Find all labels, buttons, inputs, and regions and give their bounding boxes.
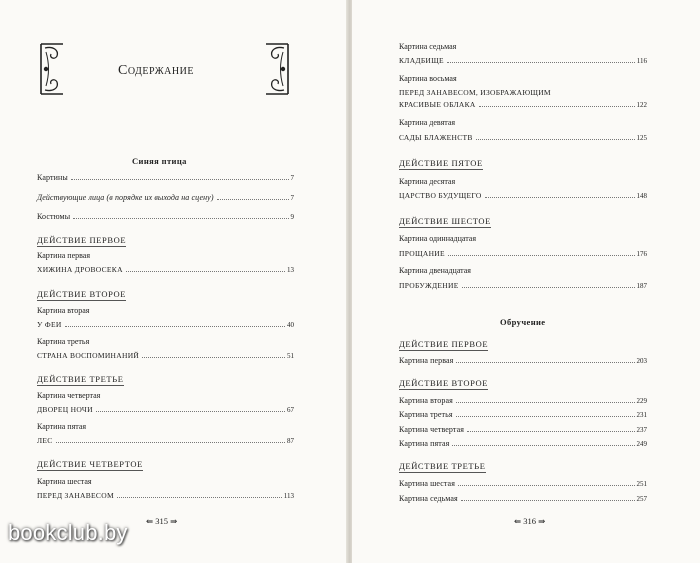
page-number: 9: [290, 213, 294, 221]
act-heading: ДЕЙСТВИЕ ВТОРОЕ: [37, 289, 127, 299]
scene-label: Картина четвертая: [399, 425, 465, 434]
scene-label: Картина шестая: [399, 479, 455, 488]
toc-entry[interactable]: [399, 356, 647, 365]
scene-title: У ФЕИ: [37, 320, 62, 329]
page-number: 249: [636, 440, 647, 448]
scene-title: КРАСИВЫЕ ОБЛАКА: [399, 100, 476, 109]
page-number: 125: [636, 134, 647, 142]
scene-title: ХИЖИНА ДРОВОСЕКА: [37, 265, 123, 274]
act-heading: ДЕЙСТВИЕ ПЕРВОЕ: [37, 235, 127, 245]
scene-label: Картина одиннадцатая: [399, 234, 477, 243]
page-number: 87: [287, 437, 294, 445]
toc-entry[interactable]: [399, 410, 647, 419]
page-number: 231: [636, 411, 647, 419]
act-heading: ДЕЙСТВИЕ ПЕРВОЕ: [399, 339, 489, 349]
page-folio: ⇚ 315 ⇛: [146, 516, 178, 526]
leader-dots: [456, 416, 635, 417]
page-number: 51: [287, 352, 294, 360]
scene-label: Картина пятая: [399, 439, 450, 448]
page-folio: ⇚ 316 ⇛: [514, 516, 546, 526]
leader-dots: [452, 445, 634, 446]
leader-dots: [476, 139, 635, 140]
entry-label: Картины: [37, 173, 68, 182]
act-heading: ДЕЙСТВИЕ ТРЕТЬЕ: [37, 374, 124, 384]
leader-dots: [56, 442, 285, 443]
scene-title: ПЕРЕД ЗАНАВЕСОМ: [37, 491, 114, 500]
act-heading: ДЕЙСТВИЕ ЧЕТВЕРТОЕ: [37, 459, 143, 469]
scene-title: КЛАДБИЩЕ: [399, 56, 444, 65]
toc-entry[interactable]: [399, 396, 647, 405]
leader-dots: [462, 287, 635, 288]
scene-label: Картина вторая: [399, 396, 453, 405]
scene-label: Картина третья: [37, 337, 90, 346]
toc-entry[interactable]: [37, 173, 294, 182]
page-number: 257: [636, 495, 647, 503]
corner-ornament-left: [37, 40, 67, 98]
corner-ornament-right: [262, 40, 292, 98]
toc-entry[interactable]: [37, 320, 294, 329]
page-number: 237: [636, 426, 647, 434]
page-number: 251: [636, 480, 647, 488]
toc-entry[interactable]: [399, 494, 647, 503]
right-page: [352, 0, 700, 563]
scene-label: Картина третья: [399, 410, 453, 419]
section-title-betrothal: Обручение: [500, 317, 546, 327]
page-number: 116: [636, 57, 647, 65]
page-number: 122: [636, 101, 647, 109]
leader-dots: [126, 271, 285, 272]
toc-entry[interactable]: [399, 100, 647, 109]
toc-entry[interactable]: [399, 249, 647, 258]
toc-entry[interactable]: [399, 425, 647, 434]
scene-label: Картина седьмая: [399, 494, 458, 503]
page-number: 148: [636, 192, 647, 200]
page-number: 203: [636, 357, 647, 365]
page-number: 229: [636, 397, 647, 405]
page-number: 40: [287, 321, 294, 329]
leader-dots: [217, 199, 289, 200]
page-number: 67: [287, 406, 294, 414]
page-number: 7: [290, 194, 294, 202]
section-title-blue-bird: Синяя птица: [132, 156, 187, 166]
leader-dots: [73, 218, 288, 219]
leader-dots: [458, 485, 635, 486]
entry-label: Действующие лица (в порядке их выхода на сцену): [37, 193, 214, 202]
toc-entry[interactable]: [399, 479, 647, 488]
page-title: Содержание: [118, 63, 194, 78]
leader-dots: [467, 431, 634, 432]
page-number: 176: [636, 250, 647, 258]
toc-entry[interactable]: [399, 281, 647, 290]
scene-label: Картина пятая: [37, 422, 87, 431]
leader-dots: [65, 326, 285, 327]
toc-entry[interactable]: [399, 56, 647, 65]
leader-dots: [456, 402, 635, 403]
leader-dots: [485, 197, 635, 198]
toc-entry[interactable]: [37, 351, 294, 360]
act-heading: ДЕЙСТВИЕ ТРЕТЬЕ: [399, 461, 486, 471]
scene-label: Картина десятая: [399, 177, 456, 186]
scene-label: Картина девятая: [399, 118, 456, 127]
toc-entry[interactable]: [37, 405, 294, 414]
leader-dots: [461, 500, 635, 501]
scene-label: Картина четвертая: [37, 391, 101, 400]
scene-title: ЛЕС: [37, 436, 53, 445]
leader-dots: [117, 497, 282, 498]
toc-entry[interactable]: [37, 436, 294, 445]
scene-title: ДВОРЕЦ НОЧИ: [37, 405, 93, 414]
scene-title: ЦАРСТВО БУДУЩЕГО: [399, 191, 482, 200]
leader-dots: [96, 411, 285, 412]
leader-dots: [479, 106, 635, 107]
leader-dots: [71, 179, 289, 180]
scene-label: Картина вторая: [37, 306, 90, 315]
leader-dots: [447, 62, 635, 63]
page-number: 7: [290, 174, 294, 182]
toc-entry[interactable]: [37, 265, 294, 274]
act-heading: ДЕЙСТВИЕ ПЯТОЕ: [399, 158, 483, 168]
toc-entry[interactable]: [399, 439, 647, 448]
leader-dots: [142, 357, 285, 358]
scene-title: СТРАНА ВОСПОМИНАНИЙ: [37, 351, 140, 360]
scene-label: Картина шестая: [37, 477, 92, 486]
leader-dots: [456, 362, 634, 363]
toc-entry[interactable]: [37, 193, 294, 202]
scene-title: ПРОЩАНИЕ: [399, 249, 445, 258]
act-heading: ДЕЙСТВИЕ ВТОРОЕ: [399, 378, 489, 388]
scene-label: Картина двенадцатая: [399, 266, 471, 275]
scene-title-line: ПЕРЕД ЗАНАВЕСОМ, ИЗОБРАЖАЮЩИМ: [399, 88, 551, 97]
page-number: 13: [287, 266, 294, 274]
scene-label: Картина седьмая: [399, 42, 457, 51]
scene-label: Картина восьмая: [399, 74, 457, 83]
scene-title: САДЫ БЛАЖЕНСТВ: [399, 133, 473, 142]
scene-label: Картина первая: [37, 251, 91, 260]
scene-label: Картина первая: [399, 356, 454, 365]
page-number: 187: [636, 282, 647, 290]
toc-entry[interactable]: [399, 191, 647, 200]
toc-entry[interactable]: [37, 491, 294, 500]
act-heading: ДЕЙСТВИЕ ШЕСТОЕ: [399, 216, 491, 226]
toc-entry[interactable]: [37, 212, 294, 221]
toc-entry[interactable]: [399, 133, 647, 142]
scene-title: ПРОБУЖДЕНИЕ: [399, 281, 459, 290]
entry-label: Костюмы: [37, 212, 71, 221]
leader-dots: [448, 255, 635, 256]
watermark-text: bookclub.by: [8, 520, 128, 545]
page-number: 113: [283, 492, 294, 500]
